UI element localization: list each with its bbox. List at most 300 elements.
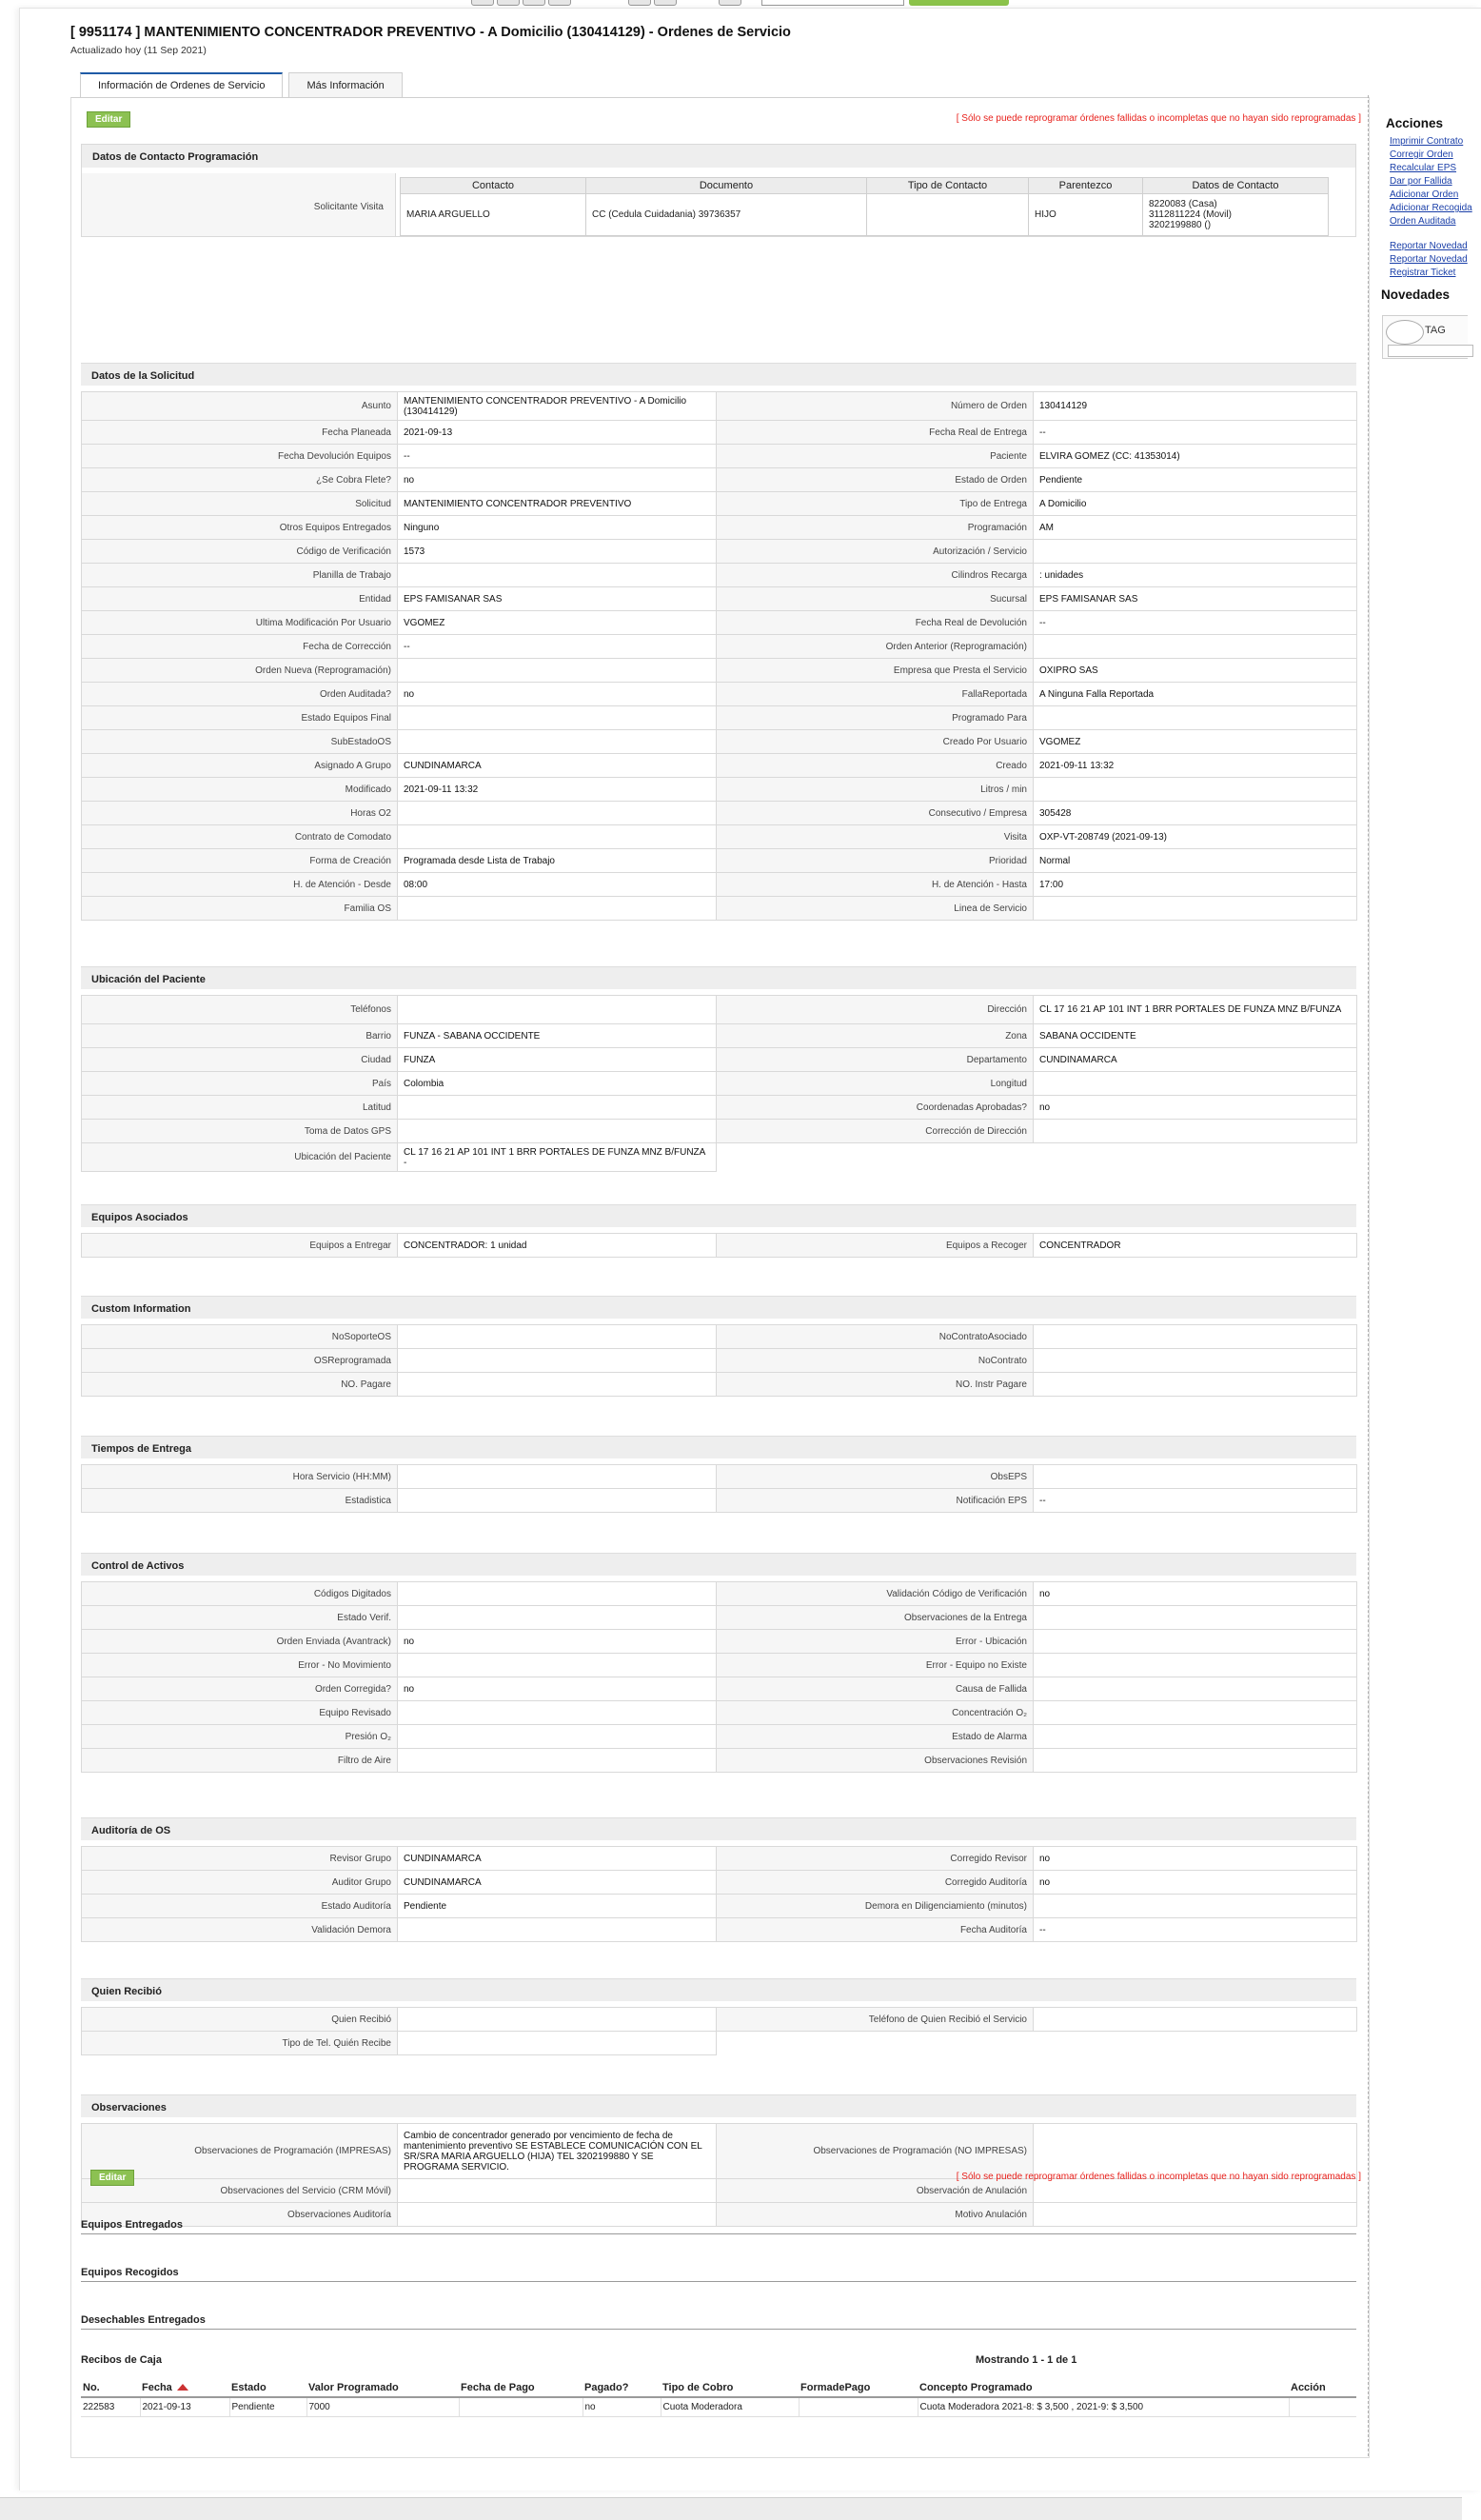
field-label: Estado de Alarma — [717, 1725, 1034, 1749]
field-value: no — [398, 1630, 717, 1654]
field-value — [398, 564, 717, 587]
table-cell: no — [583, 2397, 661, 2416]
field-value — [398, 1120, 717, 1143]
field-label: Fecha Real de Entrega — [717, 421, 1034, 445]
field-label: Planilla de Trabajo — [82, 564, 398, 587]
column-header-label: Pagado? — [584, 2381, 629, 2393]
field-label: Otros Equipos Entregados — [82, 516, 398, 540]
field-row — [82, 1143, 1357, 1172]
field-row — [82, 1895, 1357, 1918]
field-value: SABANA OCCIDENTE — [1034, 1024, 1357, 1048]
field-label: Número de Orden — [717, 392, 1034, 421]
table-cell: 222583 — [81, 2397, 140, 2416]
column-header-label: No. — [83, 2381, 100, 2393]
table-cell — [799, 2397, 918, 2416]
field-row — [82, 1701, 1357, 1725]
field-row — [82, 683, 1357, 706]
field-row — [82, 540, 1357, 564]
field-label: Consecutivo / Empresa — [717, 802, 1034, 825]
column-header: Parentezco — [1029, 178, 1143, 194]
field-value: no — [1034, 1582, 1357, 1606]
toolbar-search-input[interactable] — [761, 0, 904, 6]
novedades-box — [1382, 315, 1468, 359]
field-label: Toma de Datos GPS — [82, 1120, 398, 1143]
contact-phone: 3112811224 (Movil) — [1149, 209, 1232, 221]
sidebar-action-link[interactable]: Reportar Novedad — [1390, 241, 1468, 251]
column-header[interactable] — [1289, 2378, 1356, 2397]
toolbar-icon[interactable] — [719, 0, 741, 6]
column-header-label: Fecha de Pago — [461, 2381, 535, 2393]
table-cell: 2021-09-13 — [140, 2397, 229, 2416]
table-cell — [1289, 2397, 1356, 2416]
field-value — [398, 1096, 717, 1120]
field-value: VGOMEZ — [398, 611, 717, 635]
field-row — [82, 802, 1357, 825]
field-label: Observaciones de Programación (NO IMPRESAS) — [717, 2124, 1034, 2179]
section-title: Auditoría de OS — [81, 1817, 1356, 1840]
field-label: Orden Auditada? — [82, 683, 398, 706]
field-value — [1034, 2008, 1357, 2032]
field-value — [398, 1582, 717, 1606]
field-value: -- — [1034, 1489, 1357, 1513]
field-value: no — [398, 468, 717, 492]
field-value: 2021-09-13 — [398, 421, 717, 445]
field-value: CL 17 16 21 AP 101 INT 1 BRR PORTALES DE FUNZA MNZ B/FUNZA - — [398, 1143, 717, 1172]
field-label: Observaciones Revisión — [717, 1749, 1034, 1773]
field-table — [81, 995, 1357, 1172]
section-title: Datos de Contacto Programación — [82, 145, 1355, 168]
empty-cell — [717, 2032, 1034, 2055]
field-value: A Domicilio — [1034, 492, 1357, 516]
field-value: 17:00 — [1034, 873, 1357, 897]
field-row — [82, 1630, 1357, 1654]
field-value — [1034, 778, 1357, 802]
sidebar-action-link[interactable]: Registrar Ticket — [1390, 268, 1456, 278]
field-label: Concentración O₂ — [717, 1701, 1034, 1725]
field-value — [1034, 1630, 1357, 1654]
section-quien-recibio — [81, 1978, 1356, 2055]
section-title: Custom Information — [81, 1296, 1356, 1319]
field-row — [82, 445, 1357, 468]
contact-section — [81, 144, 1356, 237]
field-label: Observaciones del Servicio (CRM Móvil) — [82, 2179, 398, 2203]
field-row — [82, 1349, 1357, 1373]
field-label: Motivo Anulación — [717, 2203, 1034, 2227]
field-label: Forma de Creación — [82, 849, 398, 873]
field-value: VGOMEZ — [1034, 730, 1357, 754]
field-label: Código de Verificación — [82, 540, 398, 564]
field-value: EPS FAMISANAR SAS — [1034, 587, 1357, 611]
recibos-header — [81, 2354, 1356, 2370]
top-toolbar — [0, 0, 1462, 8]
edit-button-top[interactable]: Editar — [87, 111, 130, 128]
field-value — [398, 1465, 717, 1489]
field-label: Dirección — [717, 996, 1034, 1024]
field-label: Códigos Digitados — [82, 1582, 398, 1606]
reprogram-notice-top: [ Sólo se puede reprogramar órdenes fallidas o incompletas que no hayan sido reprogramadas ] — [956, 113, 1361, 124]
contact-row-label: Solicitante Visita — [82, 173, 396, 236]
field-row — [82, 468, 1357, 492]
field-table — [81, 1464, 1357, 1513]
field-label: Auditor Grupo — [82, 1871, 398, 1895]
field-value — [398, 1606, 717, 1630]
field-row — [82, 1847, 1357, 1871]
field-value — [1034, 1072, 1357, 1096]
field-value: AM — [1034, 516, 1357, 540]
field-row — [82, 873, 1357, 897]
field-value: MANTENIMIENTO CONCENTRADOR PREVENTIVO — [398, 492, 717, 516]
toolbar-icon[interactable] — [471, 0, 494, 6]
field-value: Ninguno — [398, 516, 717, 540]
field-table — [81, 2007, 1357, 2055]
field-value: CL 17 16 21 AP 101 INT 1 BRR PORTALES DE FUNZA MNZ B/FUNZA — [1034, 996, 1357, 1024]
sidebar-action-link[interactable]: Adicionar Recogida — [1390, 203, 1472, 213]
field-label: Notificación EPS — [717, 1489, 1034, 1513]
sidebar-action-link[interactable]: Imprimir Contrato — [1390, 136, 1464, 147]
field-label: H. de Atención - Desde — [82, 873, 398, 897]
column-header[interactable] — [306, 2378, 459, 2397]
field-label: Sucursal — [717, 587, 1034, 611]
tab-informacion[interactable]: Información de Ordenes de Servicio — [80, 72, 283, 98]
field-label: Estadistica — [82, 1489, 398, 1513]
field-row — [82, 1871, 1357, 1895]
toolbar-search-button[interactable] — [909, 0, 1009, 6]
field-row — [82, 2124, 1357, 2179]
field-value: CUNDINAMARCA — [1034, 1048, 1357, 1072]
field-label: Revisor Grupo — [82, 1847, 398, 1871]
sidebar-action-link[interactable]: Orden Auditada — [1390, 216, 1456, 227]
field-label: Tipo de Tel. Quién Recibe — [82, 2032, 398, 2055]
field-row — [82, 1749, 1357, 1773]
field-row — [82, 1048, 1357, 1072]
page-title: [ 9951174 ] MANTENIMIENTO CONCENTRADOR PREVENTIVO - A Domicilio (130414129) - Ordenes de Servicio — [70, 25, 791, 40]
field-table — [81, 1233, 1357, 1258]
field-label: Observaciones de la Entrega — [717, 1606, 1034, 1630]
field-label: Contrato de Comodato — [82, 825, 398, 849]
sort-asc-icon[interactable] — [177, 2384, 188, 2391]
field-value: 1573 — [398, 540, 717, 564]
field-label: Teléfonos — [82, 996, 398, 1024]
section-custom-information — [81, 1296, 1356, 1397]
field-label: Departamento — [717, 1048, 1034, 1072]
field-row — [82, 492, 1357, 516]
field-row — [82, 754, 1357, 778]
column-header[interactable] — [661, 2378, 799, 2397]
field-label: FallaReportada — [717, 683, 1034, 706]
column-header-label: Tipo de Cobro — [662, 2381, 734, 2393]
field-value: : unidades — [1034, 564, 1357, 587]
toolbar-icon[interactable] — [654, 0, 677, 6]
field-label: Orden Enviada (Avantrack) — [82, 1630, 398, 1654]
field-value: A Ninguna Falla Reportada — [1034, 683, 1357, 706]
field-label: NoContrato — [717, 1349, 1034, 1373]
section-title: Ubicación del Paciente — [81, 966, 1356, 989]
field-value — [398, 1654, 717, 1677]
field-label: Hora Servicio (HH:MM) — [82, 1465, 398, 1489]
field-value: Pendiente — [1034, 468, 1357, 492]
field-row — [82, 659, 1357, 683]
column-header[interactable] — [229, 2378, 306, 2397]
field-label: H. de Atención - Hasta — [717, 873, 1034, 897]
field-label: Equipos a Recoger — [717, 1234, 1034, 1258]
field-row — [82, 611, 1357, 635]
field-label: País — [82, 1072, 398, 1096]
empty-cell — [717, 1143, 1034, 1172]
section-desechables-entregados: Desechables Entregados — [81, 2307, 1356, 2330]
toolbar-icon[interactable] — [548, 0, 571, 6]
column-header[interactable] — [799, 2378, 918, 2397]
field-row — [82, 564, 1357, 587]
field-row — [82, 1918, 1357, 1942]
column-header: Datos de Contacto — [1143, 178, 1329, 194]
field-row — [82, 849, 1357, 873]
field-label: Ubicación del Paciente — [82, 1143, 398, 1172]
field-label: Paciente — [717, 445, 1034, 468]
field-label: Fecha Devolución Equipos — [82, 445, 398, 468]
field-value — [1034, 1701, 1357, 1725]
field-row — [82, 2008, 1357, 2032]
field-label: Solicitud — [82, 492, 398, 516]
field-row — [82, 2032, 1357, 2055]
field-row — [82, 1606, 1357, 1630]
field-value: no — [398, 1677, 717, 1701]
field-label: Ciudad — [82, 1048, 398, 1072]
field-label: Filtro de Aire — [82, 1749, 398, 1773]
field-label: Fecha de Corrección — [82, 635, 398, 659]
column-header[interactable] — [140, 2378, 229, 2397]
toolbar-icon[interactable] — [628, 0, 651, 6]
field-label: Corregido Auditoría — [717, 1871, 1034, 1895]
field-label: Creado Por Usuario — [717, 730, 1034, 754]
field-label: Barrio — [82, 1024, 398, 1048]
field-row — [82, 1654, 1357, 1677]
field-label: Observaciones de Programación (IMPRESAS) — [82, 2124, 398, 2179]
field-value: FUNZA — [398, 1048, 717, 1072]
page-subtitle: Actualizado hoy (11 Sep 2021) — [70, 45, 207, 56]
field-label: NO. Pagare — [82, 1373, 398, 1397]
section-equipos-entregados: Equipos Entregados — [81, 2212, 1356, 2234]
field-value — [398, 2008, 717, 2032]
section-title: Equipos Asociados — [81, 1204, 1356, 1227]
field-value: FUNZA - SABANA OCCIDENTE — [398, 1024, 717, 1048]
field-label: Programación — [717, 516, 1034, 540]
field-label: Fecha Auditoría — [717, 1918, 1034, 1942]
sidebar-action-link[interactable]: Adicionar Orden — [1390, 189, 1459, 200]
reprogram-notice-bottom: [ Sólo se puede reprogramar órdenes fallidas o incompletas que no hayan sido reprogramadas ] — [956, 2172, 1361, 2182]
field-value: 130414129 — [1034, 392, 1357, 421]
field-value: EPS FAMISANAR SAS — [398, 587, 717, 611]
section-ubicacion-del-paciente — [81, 966, 1356, 1172]
field-label: Corregido Revisor — [717, 1847, 1034, 1871]
table-cell: Pendiente — [229, 2397, 306, 2416]
toolbar-icon[interactable] — [497, 0, 520, 6]
column-header[interactable] — [81, 2378, 140, 2397]
field-value: CONCENTRADOR — [1034, 1234, 1357, 1258]
sidebar-action-link[interactable]: Recalcular EPS — [1390, 163, 1457, 173]
field-value — [398, 1373, 717, 1397]
column-header-label: Estado — [231, 2381, 267, 2393]
field-value — [398, 706, 717, 730]
field-row — [82, 421, 1357, 445]
pagination-info: Mostrando 1 - 1 de 1 — [976, 2354, 1077, 2366]
field-value — [398, 1749, 717, 1773]
field-label: Creado — [717, 754, 1034, 778]
novedades-title: Novedades — [1381, 288, 1451, 302]
field-label: Causa de Fallida — [717, 1677, 1034, 1701]
tab-mas-informacion[interactable]: Más Información — [288, 72, 402, 97]
field-value: MANTENIMIENTO CONCENTRADOR PREVENTIVO - A Domicilio (130414129) — [398, 392, 717, 421]
field-row — [82, 996, 1357, 1024]
contact-relationship: HIJO — [1029, 194, 1143, 236]
field-label: Teléfono de Quien Recibió el Servicio — [717, 2008, 1034, 2032]
field-value: 305428 — [1034, 802, 1357, 825]
field-label: Visita — [717, 825, 1034, 849]
table-cell: Cuota Moderadora 2021-8: $ 3,500 , 2021-9: $ 3,500 — [918, 2397, 1289, 2416]
field-value — [1034, 1373, 1357, 1397]
column-header[interactable] — [583, 2378, 661, 2397]
field-label: Estado Equipos Final — [82, 706, 398, 730]
field-value — [1034, 1606, 1357, 1630]
field-value — [398, 802, 717, 825]
field-value: 2021-09-11 13:32 — [398, 778, 717, 802]
field-label: Linea de Servicio — [717, 897, 1034, 921]
field-value — [1034, 1749, 1357, 1773]
field-row — [82, 1465, 1357, 1489]
tag-label: TAG — [1425, 325, 1446, 336]
field-value — [1034, 2124, 1357, 2179]
field-label: Cilindros Recarga — [717, 564, 1034, 587]
field-label: Latitud — [82, 1096, 398, 1120]
field-label: ¿Se Cobra Flete? — [82, 468, 398, 492]
sidebar-action-link[interactable]: Reportar Novedad — [1390, 254, 1468, 265]
section-datos-de-la-solicitud — [81, 363, 1356, 921]
sidebar-action-link[interactable]: Dar por Fallida — [1390, 176, 1452, 187]
field-label: Error - Equipo no Existe — [717, 1654, 1034, 1677]
field-value: CUNDINAMARCA — [398, 1847, 717, 1871]
field-value: -- — [1034, 1918, 1357, 1942]
sidebar-divider — [1368, 95, 1369, 2456]
column-header: Tipo de Contacto — [867, 178, 1029, 194]
field-value: CONCENTRADOR: 1 unidad — [398, 1234, 717, 1258]
field-row — [82, 516, 1357, 540]
field-row — [82, 1725, 1357, 1749]
sidebar-action-link[interactable]: Corregir Orden — [1390, 149, 1453, 160]
field-value — [1034, 1895, 1357, 1918]
field-value: OXIPRO SAS — [1034, 659, 1357, 683]
empty-cell — [1034, 2032, 1357, 2055]
column-header-label: FormadePago — [800, 2381, 871, 2393]
field-value — [1034, 1725, 1357, 1749]
field-value — [1034, 1465, 1357, 1489]
field-table — [81, 391, 1357, 921]
field-value — [1034, 1677, 1357, 1701]
section-tiempos-de-entrega — [81, 1436, 1356, 1513]
recibos-table — [81, 2378, 1356, 2417]
field-value — [1034, 1349, 1357, 1373]
field-value — [1034, 1325, 1357, 1349]
field-label: Coordenadas Aprobadas? — [717, 1096, 1034, 1120]
field-label: Error - Ubicación — [717, 1630, 1034, 1654]
column-header[interactable] — [918, 2378, 1289, 2397]
recibos-title: Recibos de Caja — [81, 2354, 162, 2366]
field-label: Orden Anterior (Reprogramación) — [717, 635, 1034, 659]
field-row — [82, 825, 1357, 849]
field-value: -- — [1034, 611, 1357, 635]
field-value: Cambio de concentrador generado por vencimiento de fecha de mantenimiento preventivo SE ESTABLECE COMUNICACIÓN CON EL SR/SRA MARIA ARGUELLO (HIJA) TEL 3202199880 Y SE PROGRAMA SERVICIO. — [398, 2124, 717, 2179]
field-row — [82, 1234, 1357, 1258]
field-label: Validación Código de Verificación — [717, 1582, 1034, 1606]
field-label: Entidad — [82, 587, 398, 611]
field-label: NoSoporteOS — [82, 1325, 398, 1349]
empty-cell — [1034, 1143, 1357, 1172]
field-label: Estado Verif. — [82, 1606, 398, 1630]
field-label: Observación de Anulación — [717, 2179, 1034, 2203]
field-value: -- — [1034, 421, 1357, 445]
edit-button-bottom[interactable]: Editar — [90, 2170, 134, 2186]
contact-phones — [1143, 194, 1329, 236]
field-value — [398, 1325, 717, 1349]
field-row — [82, 1373, 1357, 1397]
section-equipos-asociados — [81, 1204, 1356, 1258]
tab-bar — [80, 72, 403, 97]
field-value: no — [1034, 1096, 1357, 1120]
tab-content — [70, 97, 1370, 2458]
field-value — [398, 2179, 717, 2203]
column-header[interactable] — [459, 2378, 583, 2397]
field-label: Empresa que Presta el Servicio — [717, 659, 1034, 683]
field-value: 08:00 — [398, 873, 717, 897]
section-auditoria-de-os — [81, 1817, 1356, 1942]
contact-table — [400, 177, 1329, 236]
field-value — [398, 659, 717, 683]
section-title: Datos de la Solicitud — [81, 363, 1356, 386]
field-label: Autorización / Servicio — [717, 540, 1034, 564]
field-row — [82, 635, 1357, 659]
field-label: Ultima Modificación Por Usuario — [82, 611, 398, 635]
field-row — [82, 1120, 1357, 1143]
field-label: Familia OS — [82, 897, 398, 921]
field-label: Asignado A Grupo — [82, 754, 398, 778]
field-row — [82, 1582, 1357, 1606]
field-label: Demora en Diligenciamiento (minutos) — [717, 1895, 1034, 1918]
field-label: Equipo Revisado — [82, 1701, 398, 1725]
field-label: Quien Recibió — [82, 2008, 398, 2032]
contact-document: CC (Cedula Cuidadania) 39736357 — [586, 194, 867, 236]
field-value — [398, 996, 717, 1024]
field-row — [82, 1489, 1357, 1513]
contact-phone: 3202199880 () — [1149, 220, 1212, 231]
section-title: Control de Activos — [81, 1553, 1356, 1576]
field-row — [82, 2179, 1357, 2203]
section-title: Observaciones — [81, 2094, 1356, 2117]
field-row — [82, 1325, 1357, 1349]
novedad-input[interactable] — [1388, 345, 1473, 357]
field-label: Programado Para — [717, 706, 1034, 730]
table-row[interactable] — [81, 2397, 1356, 2416]
field-value: no — [398, 683, 717, 706]
field-value — [398, 1701, 717, 1725]
table-cell: Cuota Moderadora — [661, 2397, 799, 2416]
toolbar-icon[interactable] — [523, 0, 545, 6]
field-label: Longitud — [717, 1072, 1034, 1096]
field-label: Error - No Movimiento — [82, 1654, 398, 1677]
field-value: -- — [398, 635, 717, 659]
section-title: Quien Recibió — [81, 1978, 1356, 2001]
field-label: Corrección de Dirección — [717, 1120, 1034, 1143]
field-label: OSReprogramada — [82, 1349, 398, 1373]
field-value: Normal — [1034, 849, 1357, 873]
field-label: Prioridad — [717, 849, 1034, 873]
